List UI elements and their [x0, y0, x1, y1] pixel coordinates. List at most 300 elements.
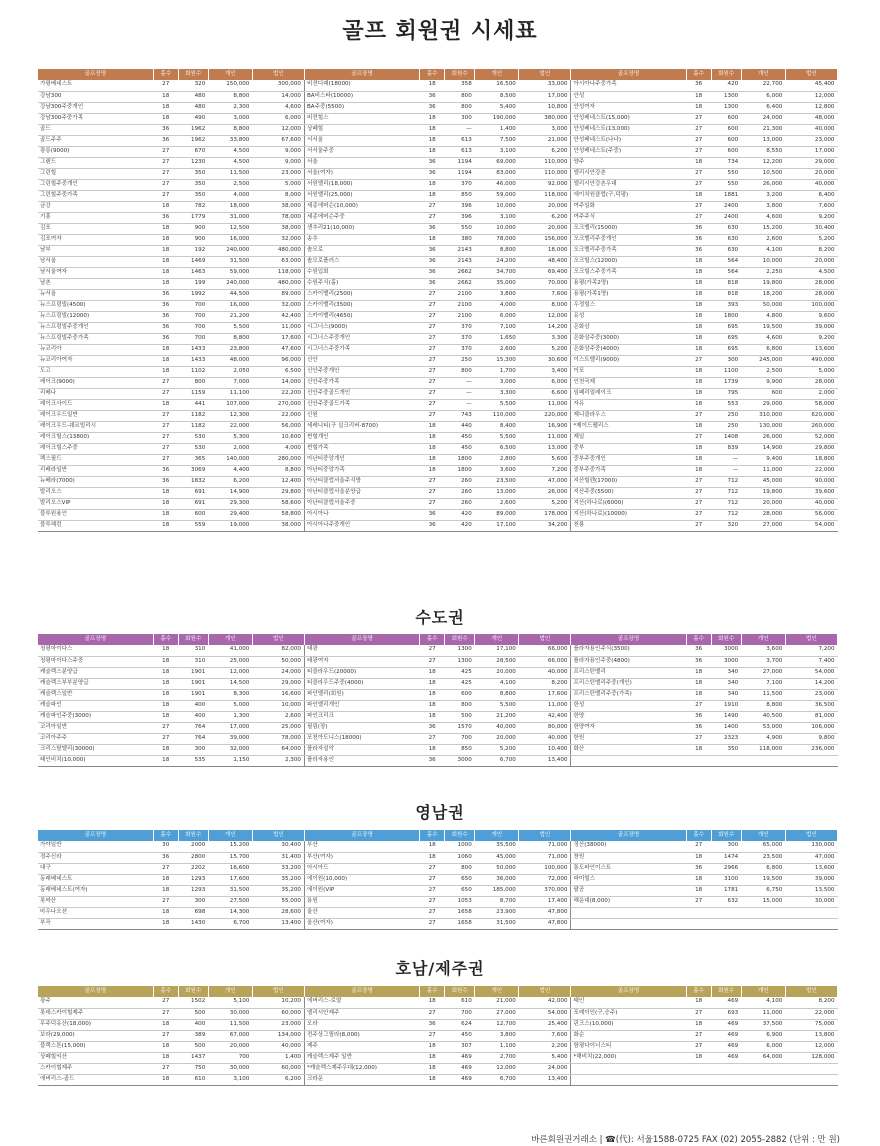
table-cell: 36 [153, 124, 178, 135]
course-name: 울산(여자) [304, 918, 419, 929]
table-cell: 18,800 [785, 454, 837, 465]
table-cell: 27 [153, 388, 178, 399]
table-cell: 45,000 [741, 476, 785, 487]
table-row [38, 1063, 838, 1074]
table-cell: 18 [153, 744, 178, 755]
course-name: 광릉(9000) [38, 146, 153, 157]
table-cell: 670 [178, 146, 208, 157]
table-cell: 31,000 [208, 212, 252, 223]
table-cell: 3000 [445, 755, 475, 766]
table-cell: 36 [153, 135, 178, 146]
column-header: 개인 [208, 986, 252, 997]
column-header: 법인 [519, 986, 571, 997]
table-cell: 83,000 [475, 168, 519, 179]
table-cell: 36 [420, 168, 445, 179]
course-name: 유성 [571, 311, 686, 322]
table-cell: 5,200 [785, 234, 837, 245]
course-name: 오크힐스주중가족 [571, 267, 686, 278]
table-cell: 4,400 [208, 465, 252, 476]
course-name: 렉스필드 [38, 454, 153, 465]
table-cell: 340 [711, 667, 741, 678]
table-cell: 17,100 [475, 645, 519, 656]
column-header: 법인 [252, 69, 304, 80]
table-cell: 695 [711, 344, 741, 355]
table-cell: 6,200 [519, 212, 571, 223]
table-cell: 260 [445, 498, 475, 509]
table-cell: 1800 [445, 454, 475, 465]
table-row [38, 755, 838, 766]
table-cell [785, 918, 837, 929]
table-cell: 39,000 [208, 733, 252, 744]
table-cell: 17,000 [519, 91, 571, 102]
table-cell: 28,600 [252, 907, 304, 918]
course-name: 제일 [571, 432, 686, 443]
table-row [38, 667, 838, 678]
table-cell: 100,000 [519, 863, 571, 874]
table-cell: 250 [711, 410, 741, 421]
course-name: 지산(하나로)(6000) [571, 498, 686, 509]
table-cell: 1901 [178, 689, 208, 700]
table-cell: 2000 [178, 841, 208, 852]
course-name: 서원밸리(18,000) [304, 179, 419, 190]
table-cell: 7,000 [208, 377, 252, 388]
course-name: 세레니티(구 실크리버-8700) [304, 421, 419, 432]
table-cell: 1433 [178, 344, 208, 355]
table-cell: 18 [153, 755, 178, 766]
table-cell: 110,000 [519, 157, 571, 168]
course-name: 대구 [38, 863, 153, 874]
table-cell: 12,200 [741, 157, 785, 168]
table-row [38, 410, 838, 421]
table-cell: 600 [711, 135, 741, 146]
table-row [38, 1019, 838, 1030]
table-cell: 3,000 [208, 113, 252, 124]
course-name: 비전힐스 [304, 113, 419, 124]
table-cell: 27 [420, 498, 445, 509]
table-cell: 27,000 [741, 520, 785, 531]
table-cell: 13,400 [519, 1074, 571, 1085]
table-cell: 23,000 [785, 689, 837, 700]
course-name: 동래베네스트(여자) [38, 885, 153, 896]
table-cell: 36 [153, 852, 178, 863]
course-name: 무주덕유산(18,000) [38, 1019, 153, 1030]
table-cell: 11,100 [208, 388, 252, 399]
table-cell: 18 [420, 711, 445, 722]
course-name: 마우나오션 [38, 907, 153, 918]
table-cell: 18 [686, 377, 711, 388]
table-cell: 38,000 [252, 223, 304, 234]
course-name: 서울 [304, 157, 419, 168]
table-cell: 42,400 [519, 711, 571, 722]
course-name: 에이원(VIP [304, 885, 419, 896]
table-cell: 40,000 [785, 179, 837, 190]
table-cell: 12,000 [208, 667, 252, 678]
table-cell: 469 [445, 1063, 475, 1074]
table-cell: 340 [711, 689, 741, 700]
table-cell: 6,500 [252, 366, 304, 377]
course-name: 수원입회 [304, 267, 419, 278]
table-cell: 4,100 [475, 678, 519, 689]
table-cell: 3,700 [741, 656, 785, 667]
table-cell: 469 [711, 1030, 741, 1041]
table-cell: 18 [686, 465, 711, 476]
table-cell: 6,000 [475, 311, 519, 322]
table-cell: 300 [178, 896, 208, 907]
table-cell: 800 [445, 91, 475, 102]
table-cell: 4,500 [785, 267, 837, 278]
table-cell: 5,500 [475, 700, 519, 711]
table-cell: 630 [711, 234, 741, 245]
table-cell: 2662 [445, 267, 475, 278]
table-cell: 22,000 [252, 410, 304, 421]
table-cell: 27 [420, 487, 445, 498]
course-name: 캐슬파인주중(3000) [38, 711, 153, 722]
column-header: 홀수 [153, 986, 178, 997]
course-name: 부산(여자) [304, 852, 419, 863]
course-name: 우정힐스 [571, 300, 686, 311]
table-cell: 36 [153, 322, 178, 333]
table-row [38, 1041, 838, 1052]
table-cell: 1053 [445, 896, 475, 907]
table-cell: 2,250 [741, 267, 785, 278]
course-name: 청평마이다스주중 [38, 656, 153, 667]
table-cell: 42,400 [252, 311, 304, 322]
table-cell: 36 [420, 157, 445, 168]
section-title-honam: 호남/제주권 [395, 959, 485, 978]
table-cell: 2,300 [252, 755, 304, 766]
table-cell: 27 [153, 157, 178, 168]
column-header: 회원수 [178, 986, 208, 997]
table-cell: 8,800 [741, 700, 785, 711]
table-cell: 36 [153, 300, 178, 311]
course-name: 플라자용인주식(3500) [571, 645, 686, 656]
table-cell: 396 [445, 201, 475, 212]
table-cell: 29,400 [208, 509, 252, 520]
table-cell: 3000 [711, 645, 741, 656]
course-name: 아시아나주중가족 [571, 80, 686, 91]
table-cell: 11,500 [741, 689, 785, 700]
table-cell: 56,000 [785, 509, 837, 520]
table-cell: 47,600 [252, 344, 304, 355]
table-cell: 92,000 [519, 179, 571, 190]
table-cell: 18 [686, 102, 711, 113]
table-cell [686, 918, 711, 929]
table-cell: 8,800 [475, 689, 519, 700]
table-cell: 480,000 [252, 245, 304, 256]
table-cell: 18 [686, 744, 711, 755]
table-cell: 36 [686, 223, 711, 234]
table-cell: 27 [686, 201, 711, 212]
table-row [38, 421, 838, 432]
footer-contact: 바른회원권거래소 | ☎(代): 서울1588-0725 FAX (02) 2055-2882 (단위 : 만 원) [531, 1135, 840, 1145]
table-row [38, 80, 838, 91]
table-row [38, 344, 838, 355]
course-name: 서서울 [304, 135, 419, 146]
table-cell: 600 [741, 388, 785, 399]
course-name: 지산힐렌(17000) [571, 476, 686, 487]
table-cell: 19,800 [741, 278, 785, 289]
table-cell: 1182 [178, 421, 208, 432]
table-cell: 27 [686, 179, 711, 190]
table-cell: 450 [445, 1030, 475, 1041]
table-cell: 22,000 [785, 465, 837, 476]
table-cell: 32,000 [252, 300, 304, 311]
table-cell: 178,000 [519, 509, 571, 520]
table-row [38, 168, 838, 179]
table-cell: 27 [153, 733, 178, 744]
table-row [38, 432, 838, 443]
table-cell: 18 [153, 874, 178, 885]
course-name: 아시아나주중개인 [304, 520, 419, 531]
table-cell: 60,000 [252, 1063, 304, 1074]
table-cell: 18 [686, 852, 711, 863]
table-cell: 18 [686, 1052, 711, 1063]
table-cell: 30 [153, 841, 178, 852]
course-name: 통도파인이스트 [571, 863, 686, 874]
table-cell: 38,000 [252, 201, 304, 212]
table-cell: 27 [153, 1030, 178, 1041]
table-cell: 75,000 [785, 1019, 837, 1030]
table-cell: 36,000 [475, 874, 519, 885]
table-cell: 310 [178, 656, 208, 667]
table-cell: 18 [686, 443, 711, 454]
column-header: 홀수 [153, 634, 178, 645]
column-header: 개인 [741, 69, 785, 80]
table-cell: 110,000 [519, 168, 571, 179]
table-row [38, 722, 838, 733]
table-cell: 18 [153, 1052, 178, 1063]
course-name: 중부주중가족 [571, 465, 686, 476]
table-cell: 18,000 [208, 201, 252, 212]
table-cell: 5,400 [475, 102, 519, 113]
course-name: 중부 [571, 443, 686, 454]
table-cell: 3,100 [475, 212, 519, 223]
table-cell: 400 [178, 1019, 208, 1030]
table-cell: 469 [445, 1052, 475, 1063]
table-cell: 18 [153, 366, 178, 377]
table-cell [785, 755, 837, 766]
table-cell: 9,800 [785, 733, 837, 744]
course-name: 태광 [304, 645, 419, 656]
table-cell: 82,000 [252, 645, 304, 656]
table-cell: 27 [420, 388, 445, 399]
table-cell: — [445, 377, 475, 388]
course-name: 부산 [304, 841, 419, 852]
table-cell: 700 [178, 311, 208, 322]
table-row [38, 267, 838, 278]
table-cell: 5,200 [519, 498, 571, 509]
table-row [38, 157, 838, 168]
table-cell: 5,000 [785, 366, 837, 377]
table-cell: — [711, 454, 741, 465]
table-cell: 28,000 [741, 509, 785, 520]
table-row [38, 146, 838, 157]
course-name: 안성베네스트(나나) [571, 135, 686, 146]
table-cell: 18 [153, 711, 178, 722]
table-cell: 9,600 [785, 311, 837, 322]
table-cell: 32,000 [252, 234, 304, 245]
table-cell: 1,700 [475, 366, 519, 377]
table-cell: 18,000 [519, 245, 571, 256]
course-name: 오크힐스(12000) [571, 256, 686, 267]
course-name: 캐슬렉스일반 [38, 689, 153, 700]
course-name: 부곡 [38, 918, 153, 929]
table-row [38, 918, 838, 929]
table-cell: 36 [420, 223, 445, 234]
table-cell: 35,200 [252, 874, 304, 885]
table-row [38, 896, 838, 907]
table-cell: 5,600 [519, 454, 571, 465]
course-name: 용평(가족2명) [571, 278, 686, 289]
table-cell: 1102 [178, 366, 208, 377]
table-cell: 260 [445, 487, 475, 498]
table-cell: 20,000 [785, 168, 837, 179]
table-cell: 10,000 [475, 223, 519, 234]
table-cell: 2662 [445, 278, 475, 289]
table-cell: 4,000 [208, 190, 252, 201]
course-name: 프리스틴밸리주중(가족) [571, 689, 686, 700]
price-table-golf [38, 69, 838, 532]
course-name: 프리스틴밸리 [571, 667, 686, 678]
table-cell: 8,200 [785, 245, 837, 256]
table-row [38, 465, 838, 476]
course-name: 티클라우드주중(4000) [304, 678, 419, 689]
table-cell: 36 [153, 311, 178, 322]
course-name: 시그너스주중가족 [304, 344, 419, 355]
table-cell: 2,600 [741, 234, 785, 245]
table-cell: 60,000 [252, 1008, 304, 1019]
table-cell: 26,000 [741, 432, 785, 443]
column-header: 개인 [208, 634, 252, 645]
table-cell: 11,500 [208, 1019, 252, 1030]
table-cell: 2,600 [475, 498, 519, 509]
table-cell: 743 [445, 410, 475, 421]
table-row [38, 289, 838, 300]
table-cell: 29,000 [252, 678, 304, 689]
table-cell: 20,000 [785, 256, 837, 267]
table-cell: 1300 [711, 91, 741, 102]
table-cell: 8,800 [475, 245, 519, 256]
table-row [38, 454, 838, 465]
course-name: 신안주중골드가족 [304, 399, 419, 410]
course-name: 상떼힐 [304, 124, 419, 135]
table-cell: 7,100 [741, 678, 785, 689]
table-cell: 18 [420, 421, 445, 432]
table-cell: 107,000 [208, 399, 252, 410]
course-name: 오크밸리(15000) [571, 223, 686, 234]
table-cell: 10,600 [252, 432, 304, 443]
table-cell: 370 [445, 344, 475, 355]
table-row [38, 212, 838, 223]
table-row [38, 700, 838, 711]
table-cell: 39,000 [785, 322, 837, 333]
table-cell: 18 [686, 333, 711, 344]
table-cell: 700 [208, 1052, 252, 1063]
table-cell: 36 [686, 711, 711, 722]
course-name: 뉴스프링빌(4500) [38, 300, 153, 311]
course-name: 파인밸리개인 [304, 700, 419, 711]
course-name: 울산 [304, 907, 419, 918]
table-cell: 4,800 [741, 311, 785, 322]
table-cell: 36 [153, 465, 178, 476]
table-cell: 1779 [178, 212, 208, 223]
price-table-yeongnam [38, 830, 838, 930]
table-cell: 50,000 [475, 863, 519, 874]
table-cell: 40,000 [519, 733, 571, 744]
course-name: 화순 [571, 1030, 686, 1041]
table-cell: 300 [178, 744, 208, 755]
table-cell: 5,500 [475, 432, 519, 443]
table-cell: 27 [420, 344, 445, 355]
table-cell: 4,600 [741, 212, 785, 223]
table-cell: 12,000 [785, 1041, 837, 1052]
table-cell: 17,600 [252, 333, 304, 344]
course-name: 지산(하나로)(10000) [571, 509, 686, 520]
table-cell: 10,800 [519, 102, 571, 113]
table-cell: 30,000 [208, 1008, 252, 1019]
table-cell: 3069 [178, 465, 208, 476]
table-cell: 30,000 [208, 1063, 252, 1074]
course-name: 중부주중개인 [571, 454, 686, 465]
table-cell: 818 [711, 289, 741, 300]
table-cell: 4,900 [741, 733, 785, 744]
table-cell: 18 [420, 113, 445, 124]
table-cell: 300 [711, 355, 741, 366]
table-cell: 900 [178, 223, 208, 234]
table-cell: 380 [445, 234, 475, 245]
course-name: 해운대(8,000) [571, 896, 686, 907]
table-cell: 21,200 [208, 311, 252, 322]
table-cell [711, 1063, 741, 1074]
table-row [38, 102, 838, 113]
table-cell: 36 [420, 1019, 445, 1030]
column-header: 골프장명 [571, 986, 686, 997]
table-cell: 18 [153, 344, 178, 355]
table-cell: 2800 [178, 852, 208, 863]
table-cell: 134,000 [252, 1030, 304, 1041]
table-cell: 2,600 [252, 711, 304, 722]
table-cell: 27 [153, 896, 178, 907]
table-cell: 27 [420, 863, 445, 874]
table-cell: 33,800 [208, 135, 252, 146]
course-name [571, 1074, 686, 1085]
table-cell: 5,300 [208, 432, 252, 443]
column-header: 개인 [741, 830, 785, 841]
table-cell: 7,600 [785, 201, 837, 212]
course-name: 한양 [571, 711, 686, 722]
table-row [38, 744, 838, 755]
course-name: 세종에머슨주중 [304, 212, 419, 223]
table-cell: 17,400 [519, 896, 571, 907]
table-cell: 7,500 [475, 135, 519, 146]
table-cell: 53,000 [741, 722, 785, 733]
table-cell: 18 [153, 667, 178, 678]
course-name: 강남300주중개인 [38, 102, 153, 113]
table-cell: 18 [686, 874, 711, 885]
column-header: 법인 [785, 634, 837, 645]
table-row [38, 278, 838, 289]
table-row [38, 1030, 838, 1041]
table-cell: 6,200 [519, 146, 571, 157]
table-cell: 7,200 [785, 645, 837, 656]
table-cell: 18 [686, 399, 711, 410]
table-cell: 8,000 [252, 190, 304, 201]
table-cell: 370 [445, 322, 475, 333]
course-name: 안성베네스트(15,000) [571, 113, 686, 124]
table-header-row [38, 830, 838, 841]
table-cell: 140,000 [208, 454, 252, 465]
table-cell: 11,500 [208, 168, 252, 179]
